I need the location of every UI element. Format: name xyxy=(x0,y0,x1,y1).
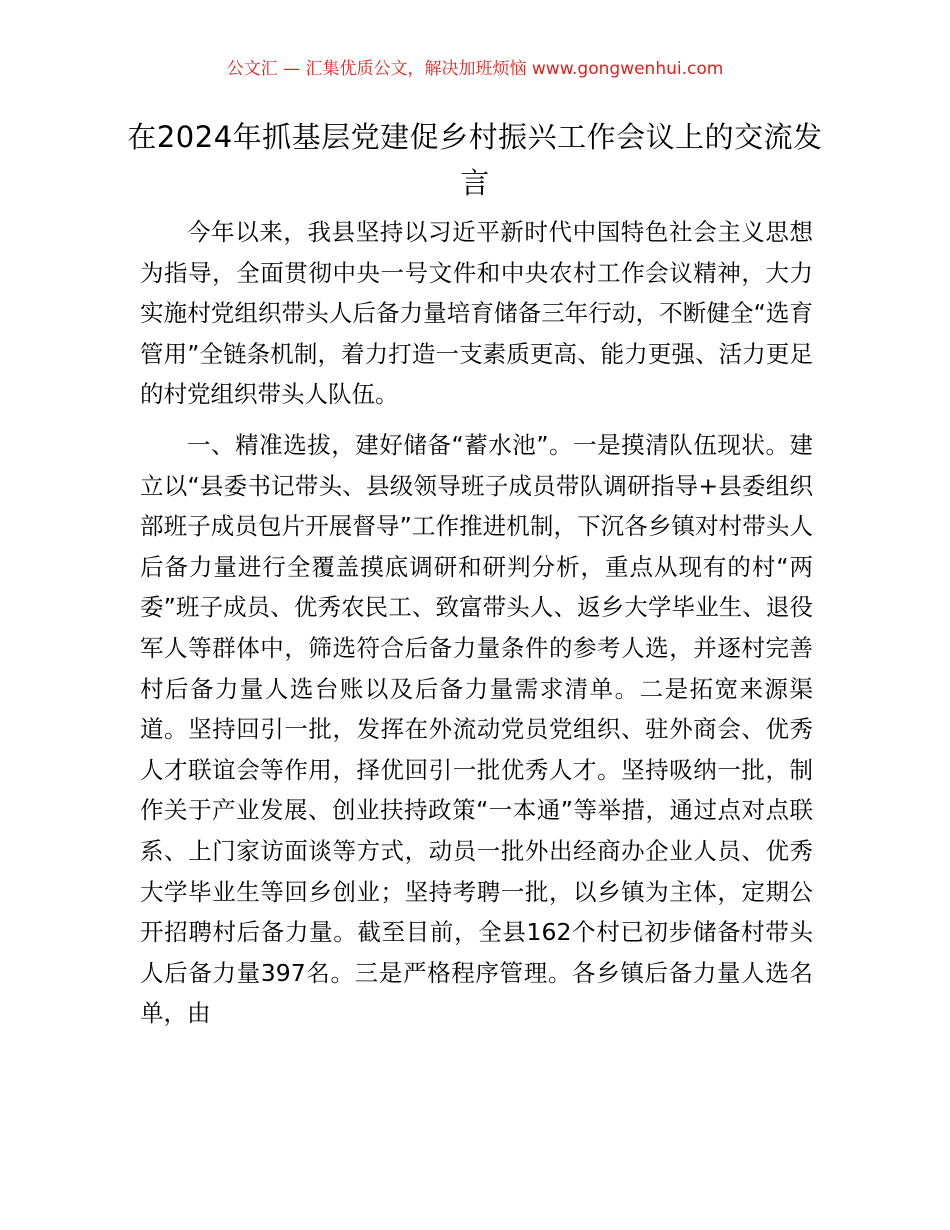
paragraph-intro: 今年以来，我县坚持以习近平新时代中国特色社会主义思想为指导，全面贯彻中央一号文件和中央农村工作会议精神，大力实施村党组织带头人后备力量培育储备三年行动，不断健全“选育管用”全链条机制，着力打造一支素质更高、能力更强、活力更足的村党组织带头人队伍。 xyxy=(140,218,813,409)
document-title: 在2024年抓基层党建促乡村振兴工作会议上的交流发言 xyxy=(127,120,823,200)
document-body xyxy=(140,212,813,1044)
site-banner: 公文汇 — 汇集优质公文，解决加班烦恼 www.gongwenhui.com xyxy=(226,59,724,79)
paragraph-section-one: 一、精准选拔，建好储备“蓄水池”。一是摸清队伍现状。建立以“县委书记带头、县级领导班子成员带队调研指导+县委组织部班子成员包片开展督导”工作推进机制，下沉各乡镇对村带头人后备力量进行全覆盖摸底调研和研判分析，重点从现有的村“两委”班子成员、优秀农民工、致富带头人、返乡大学毕业生、退役军人等群体中，筛选符合后备力量条件的参考人选，并逐村完善村后备力量人选台账以及后备力量需求清单。二是拓宽来源渠道。坚持回引一批，发挥在外流动党员党组织、驻外商会、优秀人才联谊会等作用，择优回引一批优秀人才。坚持吸纳一批，制作关于产业发展、创业扶持政策“一本通”等举措，通过点对点联系、上门家访面谈等方式，动员一批外出经商办企业人员、优秀大学毕业生等回乡创业；坚持考聘一批，以乡镇为主体，定期公开招聘村后备力量。截至目前，全县162个村已初步储备村带头人后备力量397名。三是严格程序管理。各乡镇后备力量人选名单，由 xyxy=(140,430,813,1028)
